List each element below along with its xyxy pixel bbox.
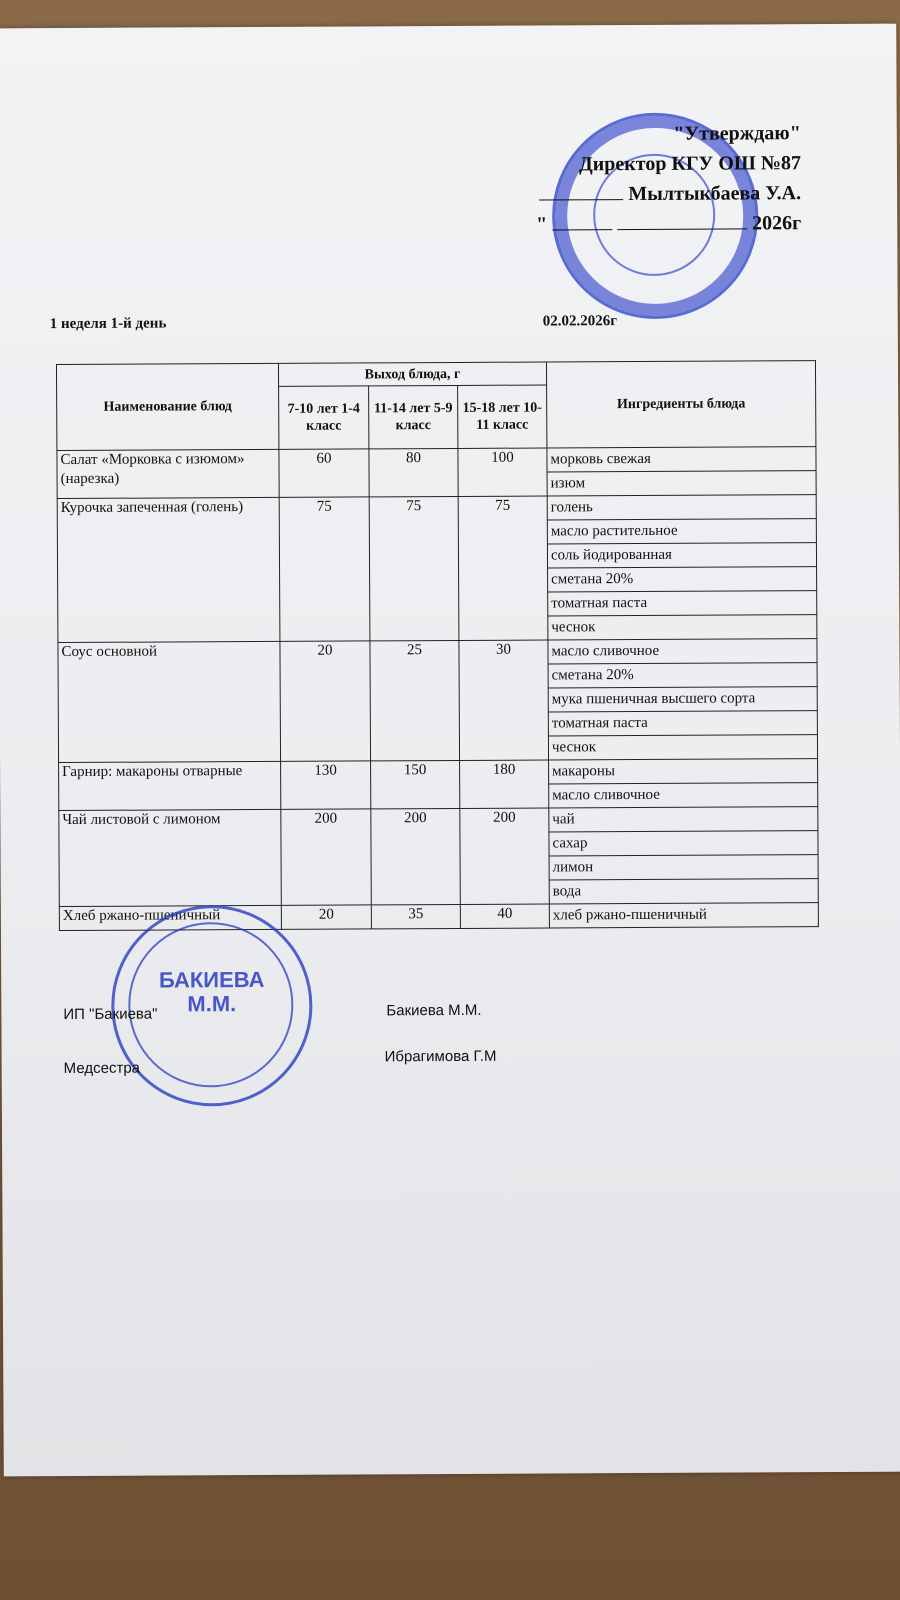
nurse-name: Ибрагимова Г.М (384, 1047, 497, 1066)
ingredient: сметана 20% (548, 663, 817, 688)
dish-name: Соус основной (58, 641, 281, 762)
approval-date (536, 208, 801, 239)
dish-name: Гарнир: макароны отварные (59, 761, 281, 810)
menu-table-body (57, 447, 819, 931)
dish-output-a: 60 (279, 449, 369, 497)
approval-person (536, 178, 801, 209)
header-age-11-14: 11-14 лет 5-9 класс (369, 385, 458, 448)
dish-output-b: 75 (369, 496, 459, 640)
menu-week-day: 1 неделя 1-й день (49, 315, 167, 333)
dish-output-a: 20 (281, 905, 371, 929)
dish-output-a: 200 (281, 809, 372, 905)
ingredient: лимон (549, 855, 818, 880)
ip-name: Бакиева М.М. (386, 1001, 482, 1020)
date-day-line (552, 209, 612, 230)
header-ingredients: Ингредиенты блюда (546, 361, 815, 448)
header-age-7-10: 7-10 лет 1-4 класс (279, 386, 369, 449)
date-month-line (617, 208, 747, 230)
date-year: 2026г (752, 212, 802, 235)
dish-output-b: 35 (371, 904, 460, 928)
dish-output-c: 75 (458, 496, 548, 640)
ingredient: чай (549, 807, 818, 832)
dish-name: Салат «Морковка с изюмом» (нарезка) (57, 449, 279, 498)
ingredient: голень (547, 495, 816, 520)
ingredient: чеснок (548, 615, 817, 640)
dish-output-a: 75 (279, 497, 370, 641)
ingredient: вода (549, 879, 818, 904)
dish-output-b: 80 (369, 448, 458, 496)
ingredient: масло растительное (547, 519, 816, 544)
dish-output-a: 20 (280, 641, 371, 761)
dish-output-a: 130 (281, 761, 371, 809)
ingredient: соль йодированная (547, 543, 816, 568)
dish-output-b: 200 (371, 808, 461, 904)
dish-output-c: 30 (459, 640, 549, 760)
ingredient: томатная паста (548, 591, 817, 616)
ingredient: сахар (549, 831, 818, 856)
approval-title: "Утверждаю" (673, 122, 801, 145)
approval-position: Директор КГУ ОШ №87 (578, 152, 801, 176)
ingredient: чеснок (548, 735, 817, 760)
header-age-15-18: 15-18 лет 10-11 класс (458, 385, 547, 448)
ingredient: морковь свежая (547, 447, 816, 472)
ingredient: хлеб ржано-пшеничный (549, 903, 818, 928)
menu-date: 02.02.2026г (542, 313, 618, 330)
date-quote: " (535, 213, 548, 236)
signature-line (539, 179, 623, 200)
header-dish-name: Наименование блюд (56, 363, 278, 450)
dish-output-c: 100 (458, 448, 547, 496)
dish-output-b: 25 (370, 640, 460, 760)
dish-output-c: 180 (460, 760, 549, 808)
approval-block (535, 118, 801, 239)
ip-label: ИП "Бакиева" (63, 1005, 158, 1024)
dish-name: Хлеб ржано-пшеничный (59, 905, 281, 930)
ingredient: мука пшеничная высшего сорта (548, 687, 817, 712)
ingredient: масло сливочное (548, 639, 817, 664)
ingredient: макароны (549, 759, 818, 784)
dish-name: Курочка запеченная (голень) (57, 497, 280, 642)
ingredient: сметана 20% (548, 567, 817, 592)
approval-person-name: Мылтыкбаева У.А. (628, 182, 802, 206)
dish-output-b: 150 (371, 760, 460, 808)
document-page (0, 24, 900, 1477)
header-output: Выход блюда, г (278, 362, 546, 386)
nurse-label: Медсестра (63, 1059, 141, 1078)
dish-name: Чай листовой с лимоном (59, 809, 281, 906)
ingredient: томатная паста (548, 711, 817, 736)
ingredient: изюм (547, 471, 816, 496)
menu-table (56, 360, 819, 931)
stamp-text: БАКИЕВА М.М. (158, 966, 265, 1017)
ingredient: масло сливочное (549, 783, 818, 808)
dish-output-c: 40 (460, 904, 549, 928)
dish-output-c: 200 (460, 808, 550, 904)
